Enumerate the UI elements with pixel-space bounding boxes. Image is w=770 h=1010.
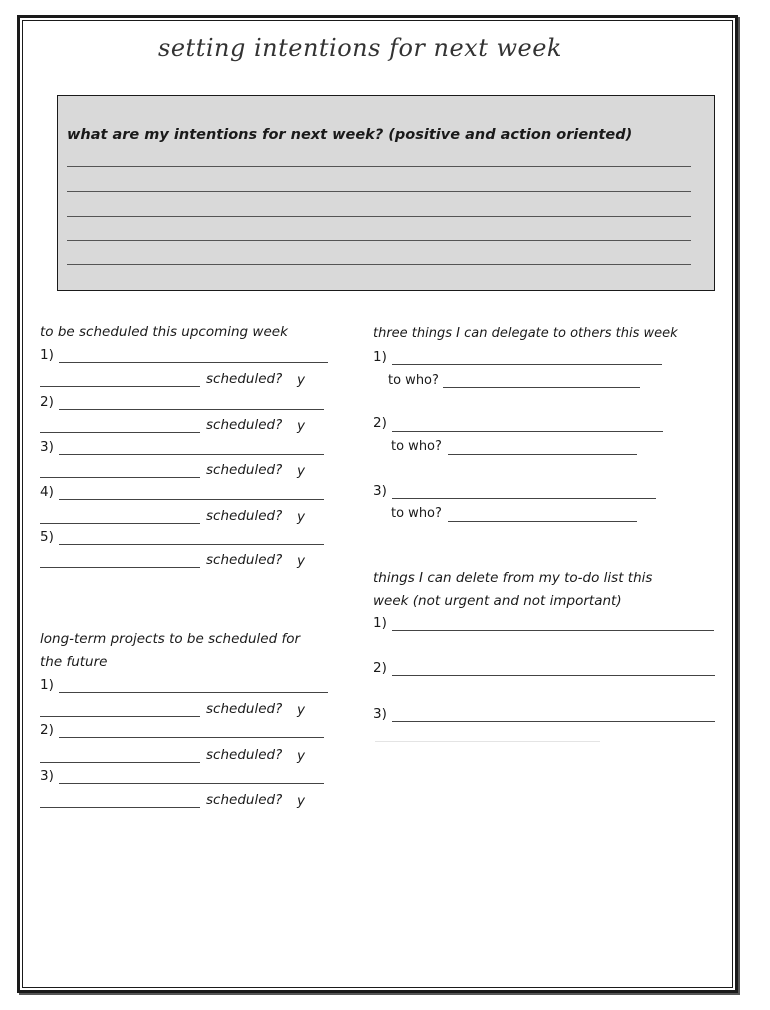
scheduled-label: scheduled? (206, 792, 283, 808)
item-number: 2) (40, 394, 54, 410)
item-writing-line[interactable] (392, 498, 656, 499)
intentions-writing-line[interactable] (67, 240, 691, 241)
scheduled-label: scheduled? (206, 371, 283, 387)
item-writing-line[interactable] (40, 523, 200, 524)
to-who-writing-line[interactable] (443, 387, 640, 388)
to-who-writing-line[interactable] (448, 454, 637, 455)
item-writing-line[interactable] (59, 454, 324, 455)
page-title: setting intentions for next week (158, 34, 562, 62)
item-number: 4) (40, 484, 54, 500)
item-writing-line[interactable] (392, 721, 715, 722)
item-number: 1) (373, 615, 387, 631)
long-term-heading-line-1: long-term projects to be scheduled for (40, 631, 301, 647)
item-number: 2) (373, 415, 387, 431)
item-number: 3) (373, 706, 387, 722)
intentions-writing-line[interactable] (67, 216, 691, 217)
item-writing-line[interactable] (392, 364, 662, 365)
scheduled-answer[interactable]: y (297, 748, 305, 764)
to-who-label: to who? (391, 439, 442, 454)
item-writing-line[interactable] (392, 431, 663, 432)
intentions-writing-line[interactable] (67, 264, 691, 265)
scheduled-label: scheduled? (206, 417, 283, 433)
intentions-question: what are my intentions for next week? (positive and action oriented) (67, 127, 633, 143)
scheduled-label: scheduled? (206, 508, 283, 524)
item-writing-line[interactable] (40, 807, 200, 808)
item-number: 2) (40, 722, 54, 738)
scheduled-answer[interactable]: y (297, 702, 305, 718)
scheduled-answer[interactable]: y (297, 509, 305, 525)
delete-heading-line-1: things I can delete from my to-do list this (373, 570, 653, 586)
item-writing-line[interactable] (59, 544, 324, 545)
to-who-label: to who? (391, 506, 442, 521)
intentions-writing-line[interactable] (67, 166, 691, 167)
scheduled-answer[interactable]: y (297, 793, 305, 809)
scheduled-label: scheduled? (206, 462, 283, 478)
item-writing-line[interactable] (59, 737, 324, 738)
scheduled-answer[interactable]: y (297, 553, 305, 569)
item-number: 1) (373, 349, 387, 365)
item-writing-line[interactable] (59, 783, 324, 784)
delete-heading-line-2: week (not urgent and not important) (373, 593, 622, 609)
intentions-writing-line[interactable] (67, 191, 691, 192)
item-writing-line[interactable] (392, 675, 715, 676)
item-number: 3) (40, 439, 54, 455)
item-writing-line[interactable] (40, 762, 200, 763)
scheduled-answer[interactable]: y (297, 418, 305, 434)
scheduled-week-heading: to be scheduled this upcoming week (40, 324, 288, 340)
item-writing-line[interactable] (40, 432, 200, 433)
scheduled-label: scheduled? (206, 701, 283, 717)
scheduled-answer[interactable]: y (297, 463, 305, 479)
scheduled-label: scheduled? (206, 747, 283, 763)
item-number: 1) (40, 677, 54, 693)
item-writing-line[interactable] (40, 567, 200, 568)
item-number: 5) (40, 529, 54, 545)
item-number: 2) (373, 660, 387, 676)
intentions-box (57, 95, 715, 291)
item-writing-line[interactable] (40, 716, 200, 717)
item-number: 1) (40, 347, 54, 363)
delegate-heading: three things I can delegate to others this week (373, 326, 678, 341)
item-writing-line[interactable] (59, 362, 328, 363)
item-writing-line[interactable] (40, 386, 200, 387)
to-who-label: to who? (388, 373, 439, 388)
item-writing-line[interactable] (59, 409, 324, 410)
item-writing-line[interactable] (392, 630, 714, 631)
scheduled-answer[interactable]: y (297, 372, 305, 388)
item-writing-line[interactable] (59, 692, 328, 693)
item-number: 3) (373, 483, 387, 499)
item-writing-line[interactable] (40, 477, 200, 478)
to-who-writing-line[interactable] (448, 521, 637, 522)
long-term-heading-line-2: the future (40, 654, 108, 670)
item-writing-line[interactable] (59, 499, 324, 500)
scheduled-label: scheduled? (206, 552, 283, 568)
item-number: 3) (40, 768, 54, 784)
faint-divider (375, 741, 600, 742)
